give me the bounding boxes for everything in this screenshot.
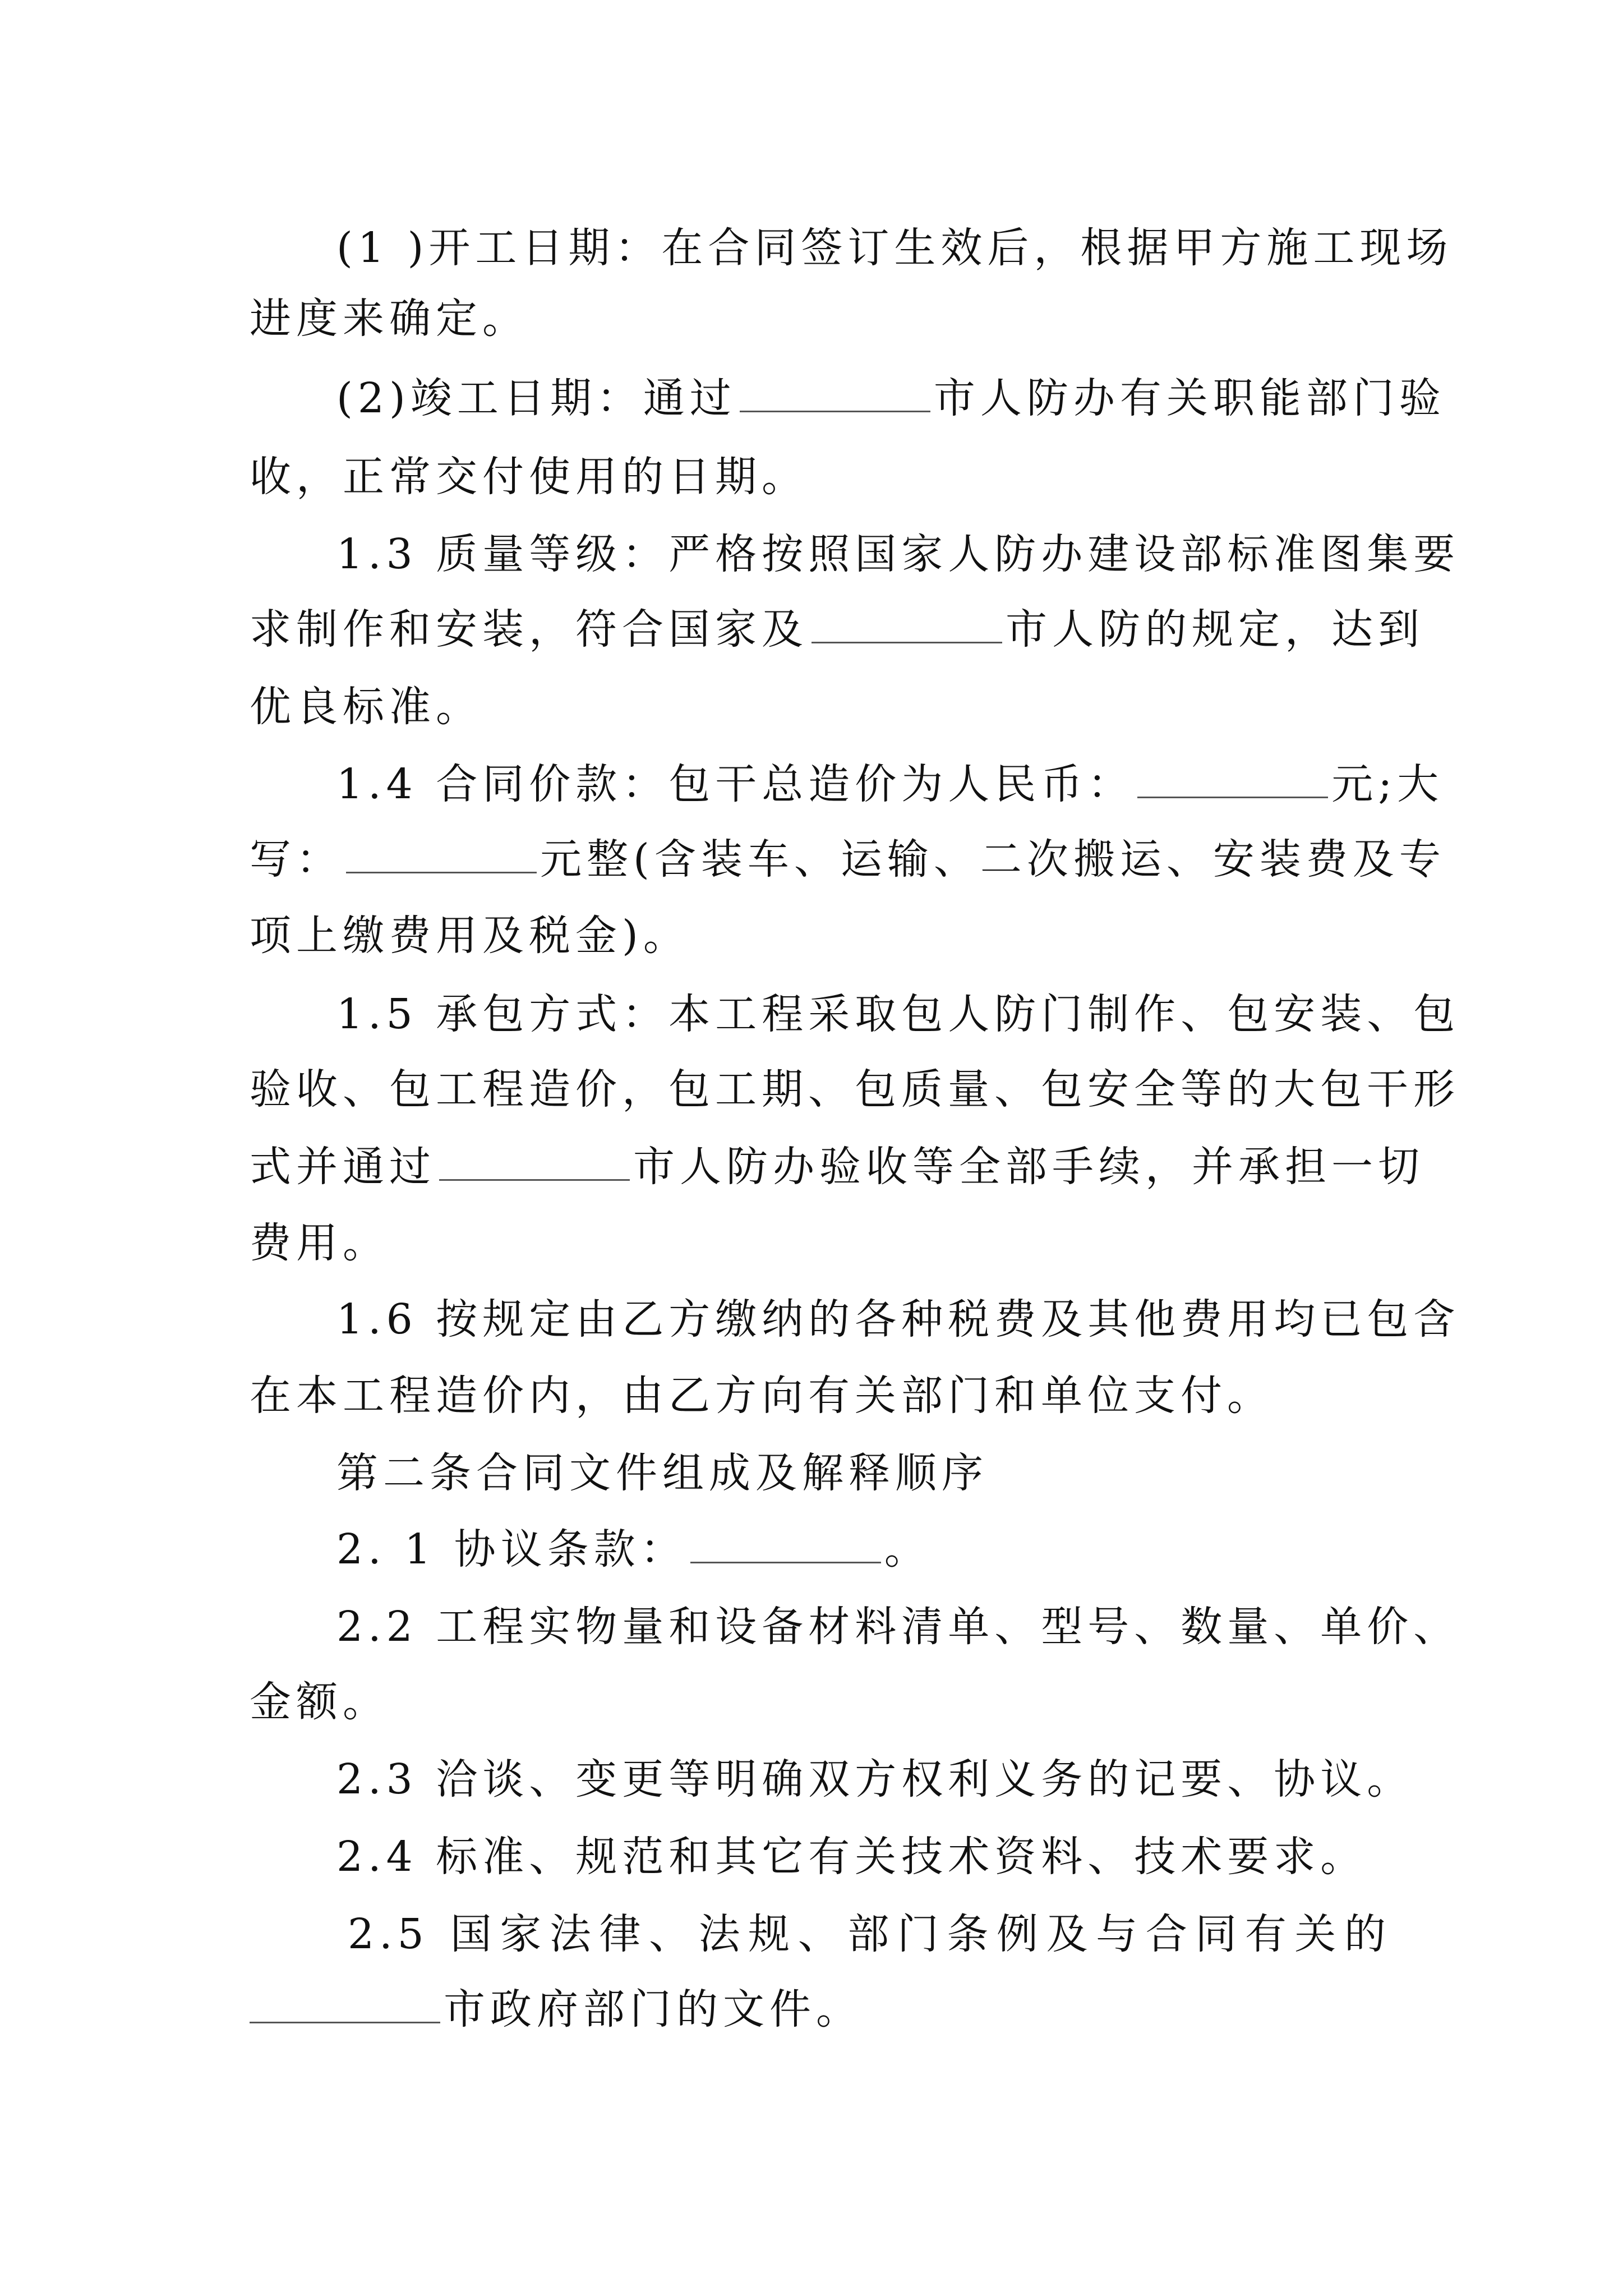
text-span: 第二条合同文件组成及解释顺序 <box>336 1449 988 1497</box>
paragraph-line <box>336 1751 1413 1807</box>
paragraph-line <box>250 601 1424 657</box>
text-span: 优良标准。 <box>250 683 482 731</box>
text-span: (2)竣工日期：通过 <box>336 374 736 422</box>
text-span: 在本工程造价内，由乙方向有关部门和单位支付。 <box>250 1372 1274 1420</box>
text-span: 市政府部门的文件。 <box>444 1985 863 2033</box>
text-span: 1.6 按规定由乙方缴纳的各种税费及其他费用均已包含 <box>336 1295 1460 1343</box>
paragraph-line <box>250 291 529 347</box>
fill-in-blank <box>250 1988 440 2023</box>
paragraph-line <box>336 1521 931 1577</box>
text-span: 式并通过 <box>250 1143 436 1191</box>
text-span: 求制作和安装，符合国家及 <box>250 605 808 654</box>
text-span: 2.2 工程实物量和设备材料清单、型号、数量、单价、 <box>336 1603 1460 1651</box>
paragraph-line <box>250 1981 863 2037</box>
text-span: 市人防的规定，达到 <box>1006 605 1424 654</box>
paragraph-line <box>336 1599 1460 1655</box>
text-span: 元整(含装车、运输、二次搬运、安装费及专 <box>540 835 1446 884</box>
fill-in-blank <box>690 1528 881 1563</box>
paragraph-line <box>250 1368 1274 1424</box>
text-span: 费用。 <box>250 1219 389 1267</box>
text-span: 1.3 质量等级：严格按照国家人防办建设部标准图集要 <box>336 530 1460 578</box>
text-span: 2.4 标准、规范和其它有关技术资料、技术要求。 <box>336 1833 1367 1881</box>
paragraph-line <box>250 831 1446 887</box>
paragraph-line <box>336 526 1460 582</box>
text-span: 验收、包工程造价，包工期、包质量、包安全等的大包干形 <box>250 1065 1460 1114</box>
paragraph-line <box>336 1829 1367 1885</box>
paragraph-line <box>250 1215 389 1271</box>
text-span: 1.4 合同价款：包干总造价为人民币： <box>336 760 1135 808</box>
paragraph-line <box>336 986 1460 1042</box>
fill-in-blank <box>439 1145 630 1181</box>
paragraph-line <box>250 449 808 505</box>
fill-in-blank <box>1137 763 1328 798</box>
text-span: 2.3 洽谈、变更等明确双方权利义务的记要、协议。 <box>336 1755 1414 1803</box>
paragraph-line <box>250 908 690 964</box>
paragraph-line <box>250 679 482 735</box>
paragraph-line <box>336 756 1444 812</box>
text-span: 1.5 承包方式：本工程采取包人防门制作、包安装、包 <box>336 990 1460 1038</box>
text-span: 2. 1 协议条款： <box>336 1525 687 1573</box>
text-span: 。 <box>884 1525 931 1573</box>
text-span: 元;大 <box>1331 760 1444 808</box>
text-span: 进度来确定。 <box>250 295 529 343</box>
paragraph-line <box>250 1139 1424 1195</box>
paragraph-line <box>336 370 1446 426</box>
text-span: 项上缴费用及税金)。 <box>250 912 690 960</box>
text-span: 写： <box>250 835 343 884</box>
text-span: 金额。 <box>250 1678 389 1726</box>
paragraph-line <box>336 1291 1460 1347</box>
paragraph-line <box>250 1674 389 1730</box>
text-span: 市人防办验收等全部手续，并承担一切 <box>633 1143 1424 1191</box>
section-heading <box>336 1445 988 1501</box>
text-span: 2.5 国家法律、法规、部门条例及与合同有关的 <box>348 1910 1391 1958</box>
paragraph-line <box>250 1061 1460 1117</box>
paragraph-line <box>336 220 1453 276</box>
text-span: 收，正常交付使用的日期。 <box>250 453 808 501</box>
fill-in-blank <box>740 377 930 412</box>
text-span: (1 )开工日期：在合同签订生效后，根据甲方施工现场 <box>336 224 1453 272</box>
text-span: 市人防办有关职能部门验 <box>933 374 1446 422</box>
paragraph-line <box>348 1906 1391 1962</box>
fill-in-blank <box>346 838 537 873</box>
fill-in-blank <box>811 608 1002 643</box>
